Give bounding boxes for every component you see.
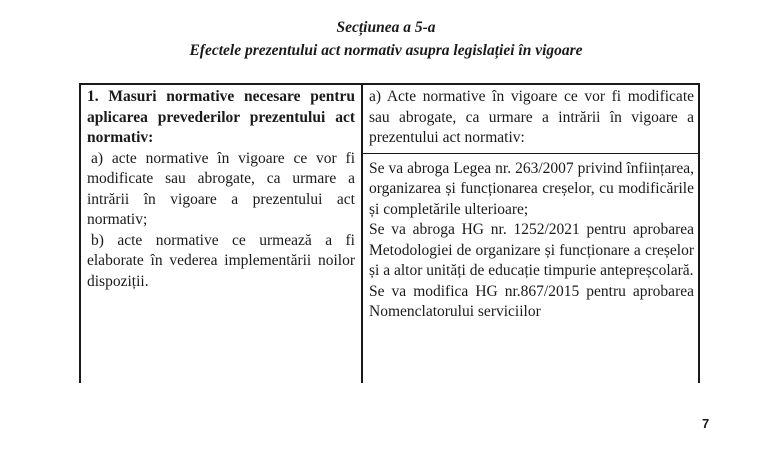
right-para-modifica-hg: Se va modifica HG nr.867/2015 pentru aprobarea Nomenclatorului serviciilor [369,282,694,320]
right-para-abroga-hg: Se va abroga HG nr. 1252/2021 pentru aprobarea Metodologiei de organizare și funcționare a creșelor și a altor unități de educație timpurie antepreșcolară. [369,221,694,279]
right-para-abroga-legea: Se va abroga Legea nr. 263/2007 privind înființarea, organizarea și funcționarea creșelor, cu modificările și completările ulterioare; [369,159,694,218]
left-cell [87,87,355,292]
right-cell [369,87,694,323]
page-number: 7 [702,416,710,431]
left-item-b: b) acte normative ce urmează a fi elaborate în vederea implementării noilor dispoziții. [87,231,355,290]
left-item-a: a) acte normative în vigoare ce vor fi modificate sau abrogate, ca urmare a intrării în vigoare a prezentului act normativ; [87,149,355,228]
right-cell-header: a) Acte normative în vigoare ce vor fi modificate sau abrogate, ca urmare a intrării în vigoare a prezentului act normativ: [369,88,694,146]
column-divider [361,83,363,383]
section-heading: Secțiunea a 5-a [336,19,436,36]
left-cell-title: 1. Masuri normative necesare pentru aplicarea prevederilor prezentului act normativ: [87,88,355,146]
section-subtitle: Efectele prezentului act normativ asupra legislației în vigoare [189,42,583,59]
